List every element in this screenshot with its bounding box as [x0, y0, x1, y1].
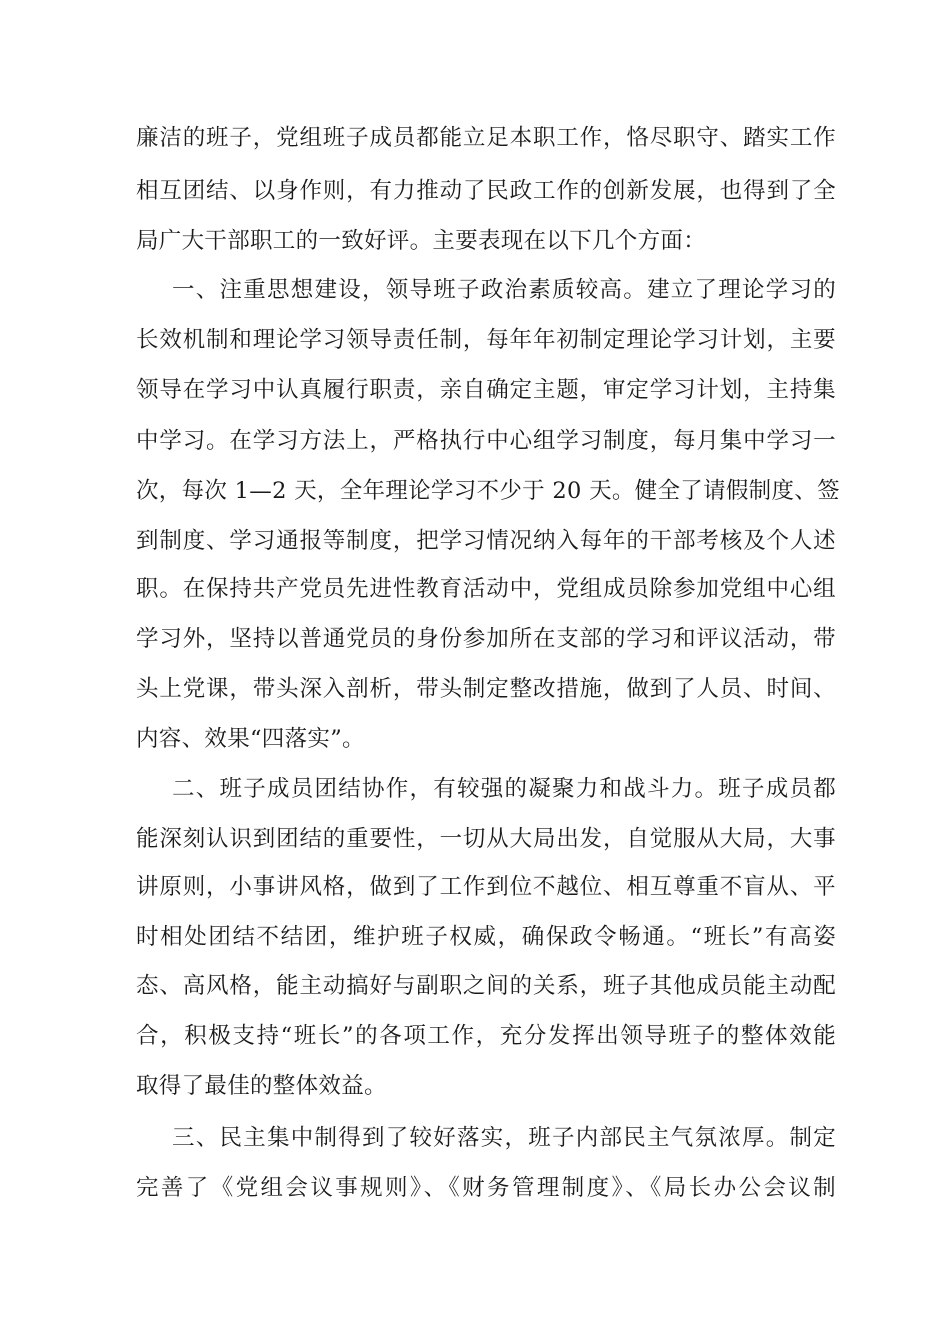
- text-line: 时相处团结不结团，维护班子权威，确保政令畅通。“班长”有高姿: [136, 924, 836, 950]
- text-line: 局广大干部职工的一致好评。主要表现在以下几个方面：: [136, 228, 707, 254]
- text-line: 中学习。在学习方法上，严格执行中心组学习制度，每月集中学习一: [136, 428, 836, 454]
- text-line: 长效机制和理论学习领导责任制，每年年初制定理论学习计划，主要: [136, 327, 836, 353]
- text-line: 学习外，坚持以普通党员的身份参加所在支部的学习和评议活动，带: [136, 626, 836, 652]
- text-line: 职。在保持共产党员先进性教育活动中，党组成员除参加党组中心组: [136, 576, 836, 602]
- text-line: 态、高风格，能主动搞好与副职之间的关系，班子其他成员能主动配: [136, 973, 836, 999]
- text-line: 完善了《党组会议事规则》、《财务管理制度》、《局长办公会议制: [136, 1175, 836, 1201]
- text-line: 取得了最佳的整体效益。: [136, 1073, 387, 1099]
- text-line: 领导在学习中认真履行职责，亲自确定主题，审定学习计划，主持集: [136, 377, 836, 403]
- text-line: 讲原则，小事讲风格，做到了工作到位不越位、相互尊重不盲从、平: [136, 874, 836, 900]
- text-line: 合，积极支持“班长”的各项工作，充分发挥出领导班子的整体效能: [136, 1023, 836, 1049]
- text-line: 内容、效果“四落实”。: [136, 726, 365, 752]
- text-line: 廉洁的班子，党组班子成员都能立足本职工作，恪尽职守、踏实工作: [136, 125, 836, 151]
- text-line: 能深刻认识到团结的重要性，一切从大局出发，自觉服从大局，大事: [136, 826, 836, 852]
- text-line: 次，每次 1—2 天，全年理论学习不少于 20 天。健全了请假制度、签: [136, 478, 840, 504]
- paragraph-heading-1: 一、注重思想建设，领导班子政治素质较高。建立了理论学习的: [172, 277, 836, 303]
- paragraph-heading-3: 三、民主集中制得到了较好落实，班子内部民主气氛浓厚。制定: [172, 1125, 836, 1151]
- text-line: 头上党课，带头深入剖析，带头制定整改措施，做到了人员、时间、: [136, 676, 836, 702]
- text-line: 到制度、学习通报等制度，把学习情况纳入每年的干部考核及个人述: [136, 528, 836, 554]
- paragraph-heading-2: 二、班子成员团结协作，有较强的凝聚力和战斗力。班子成员都: [172, 776, 836, 802]
- text-line: 相互团结、以身作则，有力推动了民政工作的创新发展，也得到了全: [136, 178, 836, 204]
